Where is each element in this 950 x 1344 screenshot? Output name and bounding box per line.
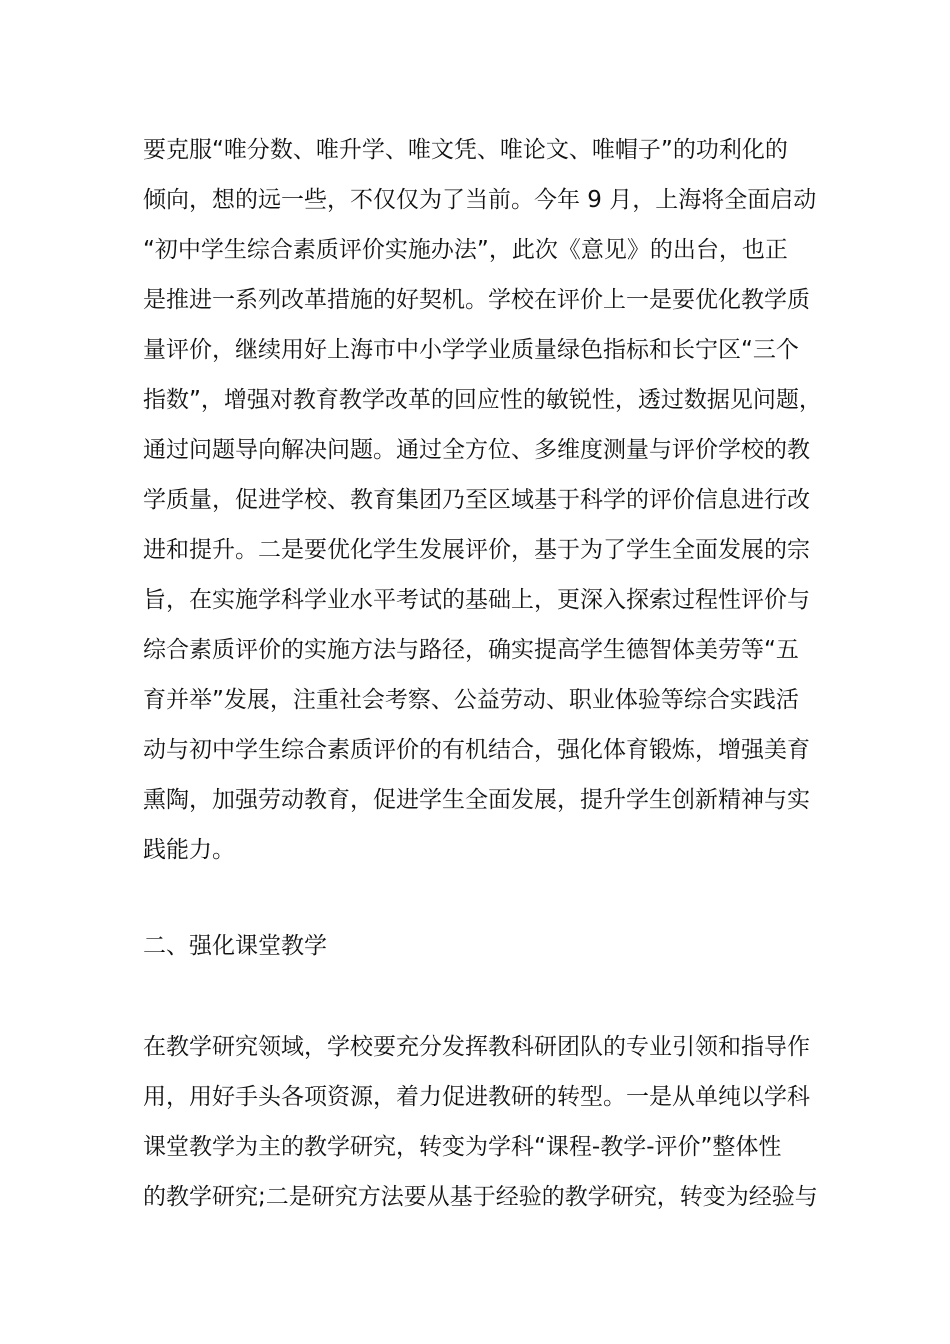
paragraph-line: 学质量，促进学校、教育集团乃至区域基于科学的评价信息进行改 xyxy=(143,487,810,513)
paragraph-line: 旨，在实施学科学业水平考试的基础上，更深入探索过程性评价与 xyxy=(143,587,810,613)
paragraph-line: 要克服“唯分数、唯升学、唯文凭、唯论文、唯帽子”的功利化的 xyxy=(143,137,788,163)
paragraph-line: 综合素质评价的实施方法与路径，确实提高学生德智体美劳等“五 xyxy=(143,637,799,663)
paragraph-line: 是推进一系列改革措施的好契机。学校在评价上一是要优化教学质 xyxy=(143,287,810,313)
paragraph-line: 动与初中学生综合素质评价的有机结合，强化体育锻炼，增强美育 xyxy=(143,737,810,763)
paragraph-line: 通过问题导向解决问题。通过全方位、多维度测量与评价学校的教 xyxy=(143,437,810,463)
body-paragraph xyxy=(143,1022,823,1222)
paragraph-line: 课堂教学为主的教学研究，转变为学科“课程-教学-评价”整体性 xyxy=(143,1134,782,1160)
paragraph-line: 育并举”发展，注重社会考察、公益劳动、职业体验等综合实践活 xyxy=(143,687,799,713)
paragraph-line: 践能力。 xyxy=(143,837,235,863)
paragraph-line: 熏陶，加强劳动教育，促进学生全面发展，提升学生创新精神与实 xyxy=(143,787,810,813)
paragraph-line: 指数”，增强对教育教学改革的回应性的敏锐性，透过数据见问题， xyxy=(143,387,822,413)
body-paragraph xyxy=(143,125,823,875)
paragraph-line: 倾向，想的远一些，不仅仅为了当前。今年 9 月，上海将全面启动 xyxy=(143,187,817,213)
paragraph-line: 在教学研究领域，学校要充分发挥教科研团队的专业引领和指导作 xyxy=(143,1034,810,1060)
paragraph-line: 量评价，继续用好上海市中小学学业质量绿色指标和长宁区“三个 xyxy=(143,337,799,363)
paragraph-line: 进和提升。二是要优化学生发展评价，基于为了学生全面发展的宗 xyxy=(143,537,810,563)
paragraph-line: “初中学生综合素质评价实施办法”，此次《意见》的出台，也正 xyxy=(143,237,788,263)
paragraph-line: 用，用好手头各项资源，着力促进教研的转型。一是从单纯以学科 xyxy=(143,1084,810,1110)
paragraph-line: 的教学研究;二是研究方法要从基于经验的教学研究，转变为经验与 xyxy=(143,1184,818,1210)
section-heading: 二、强化课堂教学 xyxy=(143,933,327,959)
